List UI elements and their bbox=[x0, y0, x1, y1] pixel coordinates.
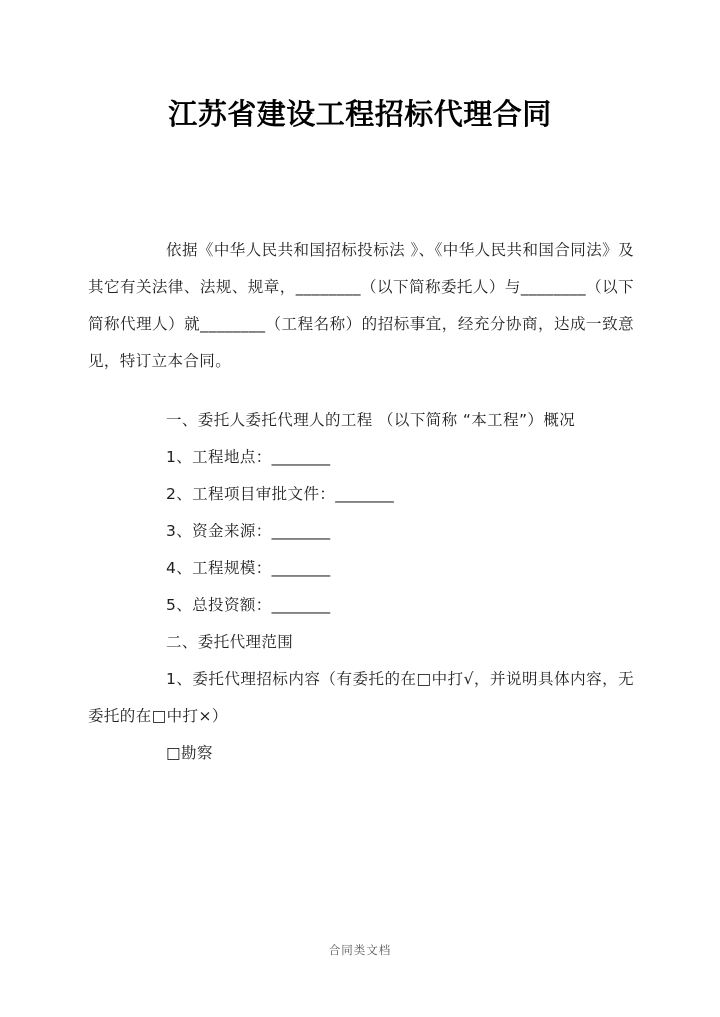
fill-in-blank[interactable]: ________ bbox=[271, 559, 330, 577]
list-item bbox=[88, 439, 634, 476]
list-item bbox=[88, 476, 634, 513]
preamble-paragraph bbox=[88, 232, 634, 380]
list-item bbox=[88, 661, 634, 735]
page-title: 江苏省建设工程招标代理合同 bbox=[168, 97, 552, 131]
page-footer: 合同类文档 bbox=[328, 943, 392, 957]
list-item bbox=[88, 587, 634, 624]
section-heading-1: 一、委托人委托代理人的工程 （以下简称 “本工程”）概况 bbox=[166, 411, 576, 429]
fill-in-blank[interactable]: ________ bbox=[271, 522, 330, 540]
list-item-label: 1、工程地点： bbox=[166, 448, 272, 466]
list-item-label: 5、总投资额： bbox=[166, 596, 272, 614]
list-item bbox=[88, 513, 634, 550]
list-item-label: 1、委托代理招标内容（有委托的在□中打√，并说明具体内容，无委托的在□中打×） bbox=[88, 670, 634, 725]
list-item bbox=[88, 550, 634, 587]
list-item-label: 3、资金来源： bbox=[166, 522, 272, 540]
fill-in-blank[interactable]: ________ bbox=[271, 596, 330, 614]
fill-in-blank[interactable]: ________ bbox=[335, 485, 394, 503]
spacer bbox=[88, 380, 634, 402]
preamble-text: 依据《中华人民共和国招标投标法 》、《中华人民共和国合同法》及其它有关法律、法规、规章，________（以下简称委托人）与________（以下简称代理人）就________（工程名称）的招标事宜，经充分协商，达成一致意见，特订立本合同。 bbox=[88, 241, 634, 370]
section-heading-2: 二、委托代理范围 bbox=[166, 633, 294, 651]
list-item-label: 2、工程项目审批文件： bbox=[166, 485, 336, 503]
checkbox-label: 勘察 bbox=[181, 744, 213, 762]
document-body bbox=[88, 232, 634, 772]
list-item-label: 4、工程规模： bbox=[166, 559, 272, 577]
checkbox-option[interactable] bbox=[88, 735, 634, 772]
checkbox-icon[interactable]: □ bbox=[166, 744, 182, 762]
fill-in-blank[interactable]: ________ bbox=[271, 448, 330, 466]
